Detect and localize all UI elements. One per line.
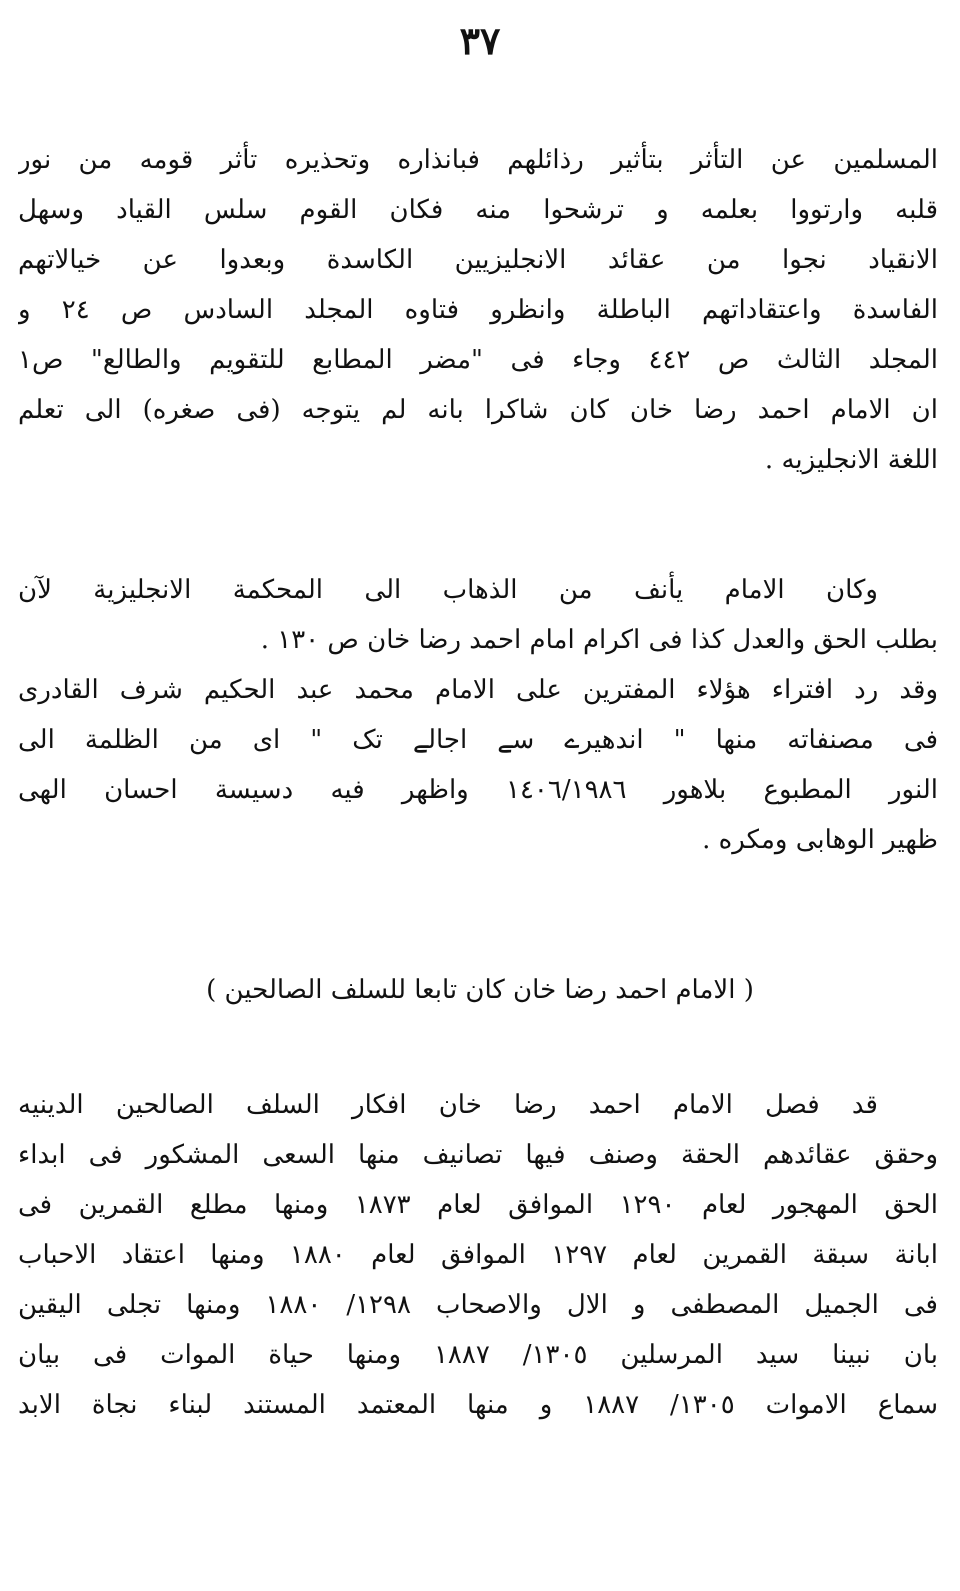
paragraph-british-influence: [18, 135, 938, 485]
text-line: ظهير الوهابى ومكره .: [702, 825, 938, 855]
text-line: الفاسدة واعتقاداتهم الباطلة وانظرو فتاوه المجلد السادس ص ٢٤ و: [18, 295, 938, 325]
text-line: الانقياد نجوا من عقائد الانجليزيين الكاسدة وبعدوا عن خيالاتهم: [18, 245, 938, 275]
text-line: النور المطبوع بلاهور ١٤٠٦/١٩٨٦ واظهر فيه دسيسة احسان الهى: [18, 775, 938, 805]
text-line: وحقق عقائدهم الحقة وصنف فيها تصانيف منها السعى المشكور فى ابداء: [18, 1140, 938, 1170]
text-line: بطلب الحق والعدل كذا فى اكرام امام احمد رضا خان ص ١٣٠ .: [260, 625, 938, 655]
text-line: المجلد الثالث ص ٤٤٢ وجاء فى "مضر المطابع للتقويم والطالع" ص١: [18, 345, 938, 375]
text-line: المسلمين عن التأثر بتأثير رذائلهم فبانذاره وتحذيره تأثر قومه من نور: [18, 145, 938, 175]
text-line: فى الجميل المصطفى و الال والاصحاب ١٢٩٨/ ١٨٨٠ ومنها تجلى اليقين: [18, 1290, 938, 1320]
page-number: ٣٧: [459, 18, 501, 63]
text-line: سماع الاموات ١٣٠٥/ ١٨٨٧ و منها المعتمد المستند لبناء نجاة الابد: [18, 1390, 938, 1420]
text-line: وكان الامام يأنف من الذهاب الى المحكمة الانجليزية لآن: [18, 575, 878, 605]
text-line: ابانة سبقة القمرين لعام ١٢٩٧ الموافق لعام ١٨٨٠ ومنها اعتقاد الاحباب: [18, 1240, 938, 1270]
text-line: اللغة الانجليزيه .: [764, 445, 938, 475]
text-line: قلبه وارتووا بعلمه و ترشحوا منه فكان القوم سلس القياد وسهل: [18, 195, 938, 225]
text-line: الحق المهجور لعام ١٢٩٠ الموافق لعام ١٨٧٣ ومنها مطلع القمرين فى: [18, 1190, 938, 1220]
text-line: وقد رد افتراء هؤلاء المفترين على الامام محمد عبد الحكيم شرف القادرى: [18, 675, 938, 705]
text-line: بان نبينا سيد المرسلين ١٣٠٥/ ١٨٨٧ ومنها حياة الموات فى بيان: [18, 1340, 938, 1370]
text-line: قد فصل الامام احمد رضا خان افكار السلف الصالحين الدينيه: [18, 1090, 878, 1120]
paragraph-court: [18, 565, 938, 665]
section-heading: ( الامام احمد رضا خان كان تابعا للسلف الصالحين ): [206, 975, 754, 1005]
text-line: فى مصنفاته منها " اندھیرے سے اجالے تک " اى من الظلمة الى: [18, 725, 938, 755]
paragraph-salaf: [18, 1080, 938, 1430]
text-line: ان الامام احمد رضا خان كان شاكرا بانه لم يتوجه (فى صغره) الى تعلم: [18, 395, 938, 425]
paragraph-refutation: [18, 665, 938, 865]
